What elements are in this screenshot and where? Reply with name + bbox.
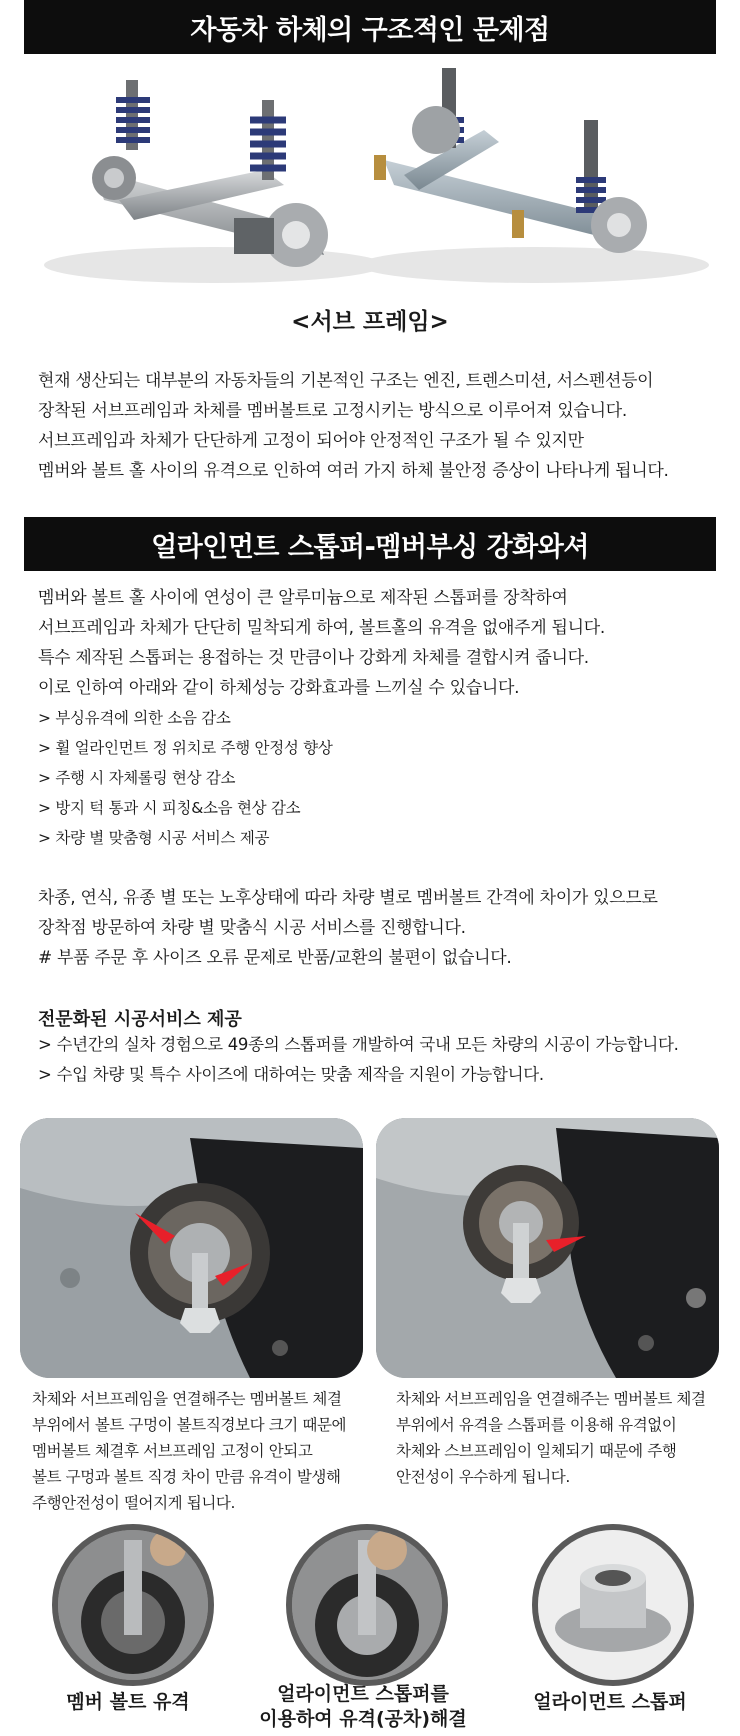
subframe-caption: <서브 프레임> bbox=[291, 309, 449, 335]
benefit-item: > 방지 턱 통과 시 피칭&소음 현상 감소 bbox=[38, 799, 301, 817]
caption-line: 차체와 스브프레임이 일체되기 때문에 주행 bbox=[396, 1442, 677, 1460]
circle-bolt-play bbox=[52, 1524, 214, 1686]
caption-line: 차체와 서브프레임을 연결해주는 멤버볼트 체결 bbox=[396, 1390, 706, 1408]
circle-stopper-fix bbox=[286, 1524, 448, 1686]
circle-stopper-part bbox=[532, 1524, 694, 1686]
photo-bolt-play bbox=[20, 1118, 363, 1378]
intro-line-4: 멤버와 볼트 홀 사이의 유격으로 인하여 여러 가지 하체 불안정 증상이 나타나게 됩니다. bbox=[38, 461, 669, 481]
right-photo-caption bbox=[396, 1386, 706, 1490]
benefit-item: > 주행 시 자체롤링 현상 감소 bbox=[38, 769, 236, 787]
label-line: 얼라이먼트 스톱퍼를 bbox=[277, 1683, 449, 1705]
benefit-item: > 차량 별 맞춤형 시공 서비스 제공 bbox=[38, 829, 270, 847]
caption-line: 차체와 서브프레임을 연결해주는 멤버볼트 체결 bbox=[32, 1390, 342, 1408]
intro-line-3: 서브프레임과 차체가 단단하게 고정이 되어야 안정적인 구조가 될 수 있지만 bbox=[38, 431, 584, 451]
banner-title: 자동차 하체의 구조적인 문제점 bbox=[190, 14, 550, 46]
section-banner-problems bbox=[24, 0, 716, 54]
stopper-line-2: 서브프레임과 차체가 단단히 밀착되게 하여, 볼트홀의 유격을 없애주게 됩니다. bbox=[38, 618, 605, 638]
benefit-item: > 휠 얼라인먼트 정 위치로 주행 안정성 향상 bbox=[38, 739, 333, 757]
caption-line: 주행안전성이 떨어지게 됩니다. bbox=[32, 1494, 236, 1512]
circle-label-stopper-fix bbox=[246, 1682, 480, 1732]
stopper-line-3: 특수 제작된 스톱퍼는 용접하는 것 만큼이나 강화게 차체를 결합시켜 줍니다. bbox=[38, 648, 589, 668]
rear-subframe-drawing bbox=[359, 68, 709, 283]
intro-line-1: 현재 생산되는 대부분의 자동차들의 기본적인 구조는 엔진, 트렌스미션, 서스펜션등이 bbox=[38, 371, 654, 391]
photo-stopper-installed bbox=[376, 1118, 719, 1378]
caption-line: 멤버볼트 체결후 서브프레임 고정이 안되고 bbox=[32, 1442, 313, 1460]
banner-title: 얼라인먼트 스톱퍼-멤버부싱 강화와셔 bbox=[151, 531, 589, 563]
service-line-2: 장착점 방문하여 차량 별 맞춤식 시공 서비스를 진행합니다. bbox=[38, 918, 466, 938]
benefit-item: > 부싱유격에 의한 소음 감소 bbox=[38, 709, 231, 727]
expert-service-title: 전문화된 시공서비스 제공 bbox=[38, 1009, 242, 1030]
intro-line-2: 장착된 서브프레임과 차체를 멤버볼트로 고정시키는 방식으로 이루어져 있습니다. bbox=[38, 401, 627, 421]
service-line-1: 차종, 연식, 유종 별 또는 노후상태에 따라 차량 별로 멤버볼트 간격에 차이가 있으므로 bbox=[38, 888, 658, 908]
expert-item: > 수년간의 실차 경험으로 49종의 스톱퍼를 개발하여 국내 모든 차량의 시공이 가능합니다. bbox=[38, 1035, 679, 1054]
circle-label-stopper-part: 얼라이먼트 스톱퍼 bbox=[533, 1691, 687, 1713]
label-line: 이용하여 유격(공차)해결 bbox=[259, 1708, 467, 1730]
caption-line: 부위에서 볼트 구멍이 볼트직경보다 크기 때문에 bbox=[32, 1416, 347, 1434]
expert-item: > 수입 차량 및 특수 사이즈에 대하여는 맞춤 제작을 지원이 가능합니다. bbox=[38, 1065, 544, 1084]
service-line-3: # 부품 주문 후 사이즈 오류 문제로 반품/교환의 불편이 없습니다. bbox=[38, 948, 512, 968]
stopper-line-4: 이로 인하여 아래와 같이 하체성능 강화효과를 느끼실 수 있습니다. bbox=[38, 678, 520, 698]
caption-line: 부위에서 유격을 스톱퍼를 이용해 유격없이 bbox=[396, 1416, 677, 1434]
caption-line: 안전성이 우수하게 됩니다. bbox=[396, 1468, 570, 1486]
section-banner-stopper bbox=[24, 517, 716, 571]
front-subframe-drawing bbox=[44, 80, 384, 283]
left-photo-caption bbox=[32, 1386, 346, 1516]
circle-label-bolt-play: 멤버 볼트 유격 bbox=[66, 1691, 190, 1713]
stopper-line-1: 멤버와 볼트 홀 사이에 연성이 큰 알루미늄으로 제작된 스톱퍼를 장착하여 bbox=[38, 588, 568, 608]
caption-line: 볼트 구멍과 볼트 직경 차이 만큼 유격이 발생해 bbox=[32, 1468, 341, 1486]
